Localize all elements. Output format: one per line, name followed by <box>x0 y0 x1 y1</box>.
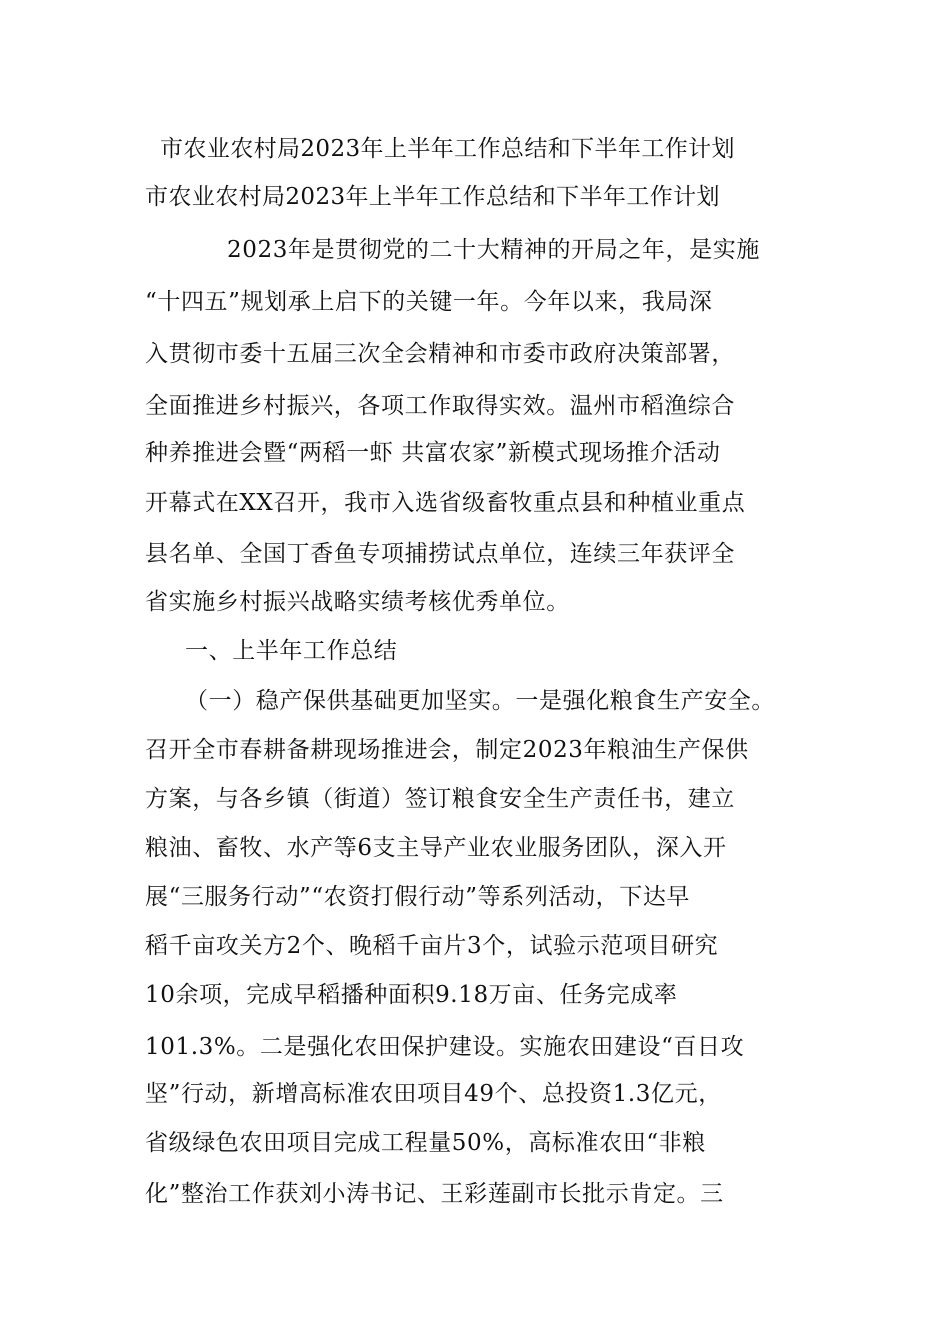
intro-line: “十四五”规划承上启下的关键一年。今年以来，我局深 <box>145 289 713 315</box>
intro-line: 种养推进会暨“两稻一虾 共富农家”新模式现场推介活动 <box>145 440 721 466</box>
document-title-line-1: 市农业农村局2023年上半年工作总结和下半年工作计划 <box>160 136 735 162</box>
body-line: 方案，与各乡镇（街道）签订粮食安全生产责任书，建立 <box>145 786 735 812</box>
body-line: 化”整治工作获刘小涛书记、王彩莲副市长批示肯定。三 <box>145 1181 724 1207</box>
body-line: 粮油、畜牧、水产等6支主导产业农业服务团队，深入开 <box>145 835 727 861</box>
body-line: 稻千亩攻关方2个、晚稻千亩片3个，试验示范项目研究 <box>145 933 719 959</box>
document-title-line-2: 市农业农村局2023年上半年工作总结和下半年工作计划 <box>145 184 720 210</box>
body-line: 召开全市春耕备耕现场推进会，制定2023年粮油生产保供 <box>145 737 749 763</box>
body-line: 10余项，完成早稻播种面积9.18万亩、任务完成率 <box>145 982 678 1008</box>
body-line: 展“三服务行动”“农资打假行动”等系列活动，下达早 <box>145 884 691 910</box>
body-line: 省级绿色农田项目完成工程量50%，高标准农田“非粮 <box>145 1130 706 1156</box>
body-line: （一）稳产保供基础更加坚实。一是强化粮食生产安全。 <box>185 688 775 714</box>
intro-line: 开幕式在XX召开，我市入选省级畜牧重点县和种植业重点 <box>145 490 746 516</box>
intro-line: 省实施乡村振兴战略实绩考核优秀单位。 <box>145 589 570 615</box>
intro-line: 2023年是贯彻党的二十大精神的开局之年，是实施 <box>227 237 760 263</box>
section-heading: 一、上半年工作总结 <box>185 638 398 664</box>
intro-line: 入贯彻市委十五届三次全会精神和市委市政府决策部署， <box>145 341 735 367</box>
body-line: 101.3%。二是强化农田保护建设。实施农田建设“百日攻 <box>145 1034 745 1060</box>
body-line: 坚”行动，新增高标准农田项目49个、总投资1.3亿元， <box>145 1081 722 1107</box>
intro-line: 县名单、全国丁香鱼专项捕捞试点单位，连续三年获评全 <box>145 541 735 567</box>
intro-line: 全面推进乡村振兴，各项工作取得实效。温州市稻渔综合 <box>145 393 735 419</box>
